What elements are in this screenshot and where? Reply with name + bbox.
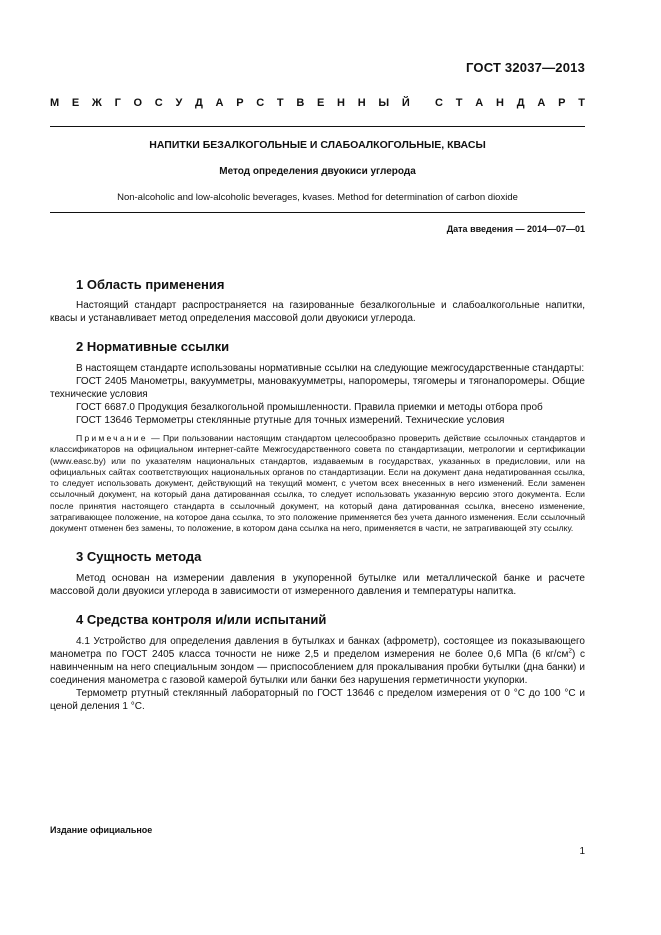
- banner-letter: Д: [516, 97, 525, 109]
- banner-letter: Е: [317, 97, 325, 109]
- banner-letter: С: [256, 97, 265, 109]
- banner-letter: Р: [236, 97, 244, 109]
- title-bottom-rule: [50, 212, 585, 213]
- english-title: Non-alcoholic and low-alcoholic beverages, kvases. Method for determination of carbon dioxide: [117, 192, 518, 203]
- banner-letter: Т: [276, 97, 284, 109]
- interstate-standard-banner: [50, 97, 585, 109]
- banner-letter: Й: [401, 97, 410, 109]
- top-rule: [50, 126, 585, 127]
- banner-letter: О: [133, 97, 143, 109]
- paragraph: Термометр ртутный стеклянный лабораторный по ГОСТ 13646 с пределом измерения от 0 °С до 100 °С и ценой деления 1 °С.: [50, 687, 585, 712]
- document-body: [50, 277, 585, 713]
- section-heading: 1 Область применения: [76, 277, 225, 292]
- banner-letter: Р: [558, 97, 566, 109]
- paragraph: В настоящем стандарте использованы нормативные ссылки на следующие межгосударственные стандарты:: [76, 363, 585, 374]
- banner-letter: А: [475, 97, 484, 109]
- section-normative-references: [50, 339, 585, 535]
- banner-letter: А: [215, 97, 224, 109]
- banner-letter: Ж: [91, 97, 102, 109]
- main-title: НАПИТКИ БЕЗАЛКОГОЛЬНЫЕ И СЛАБОАЛКОГОЛЬНЫЕ, КВАСЫ: [149, 139, 486, 151]
- section-heading: 4 Средства контроля и/или испытаний: [76, 611, 327, 627]
- banner-letter: Н: [337, 97, 345, 109]
- banner-letter: У: [175, 97, 183, 109]
- introduction-date: Дата введения — 2014—07—01: [446, 224, 585, 234]
- section-testing-equipment: [50, 612, 585, 713]
- banner-letter: В: [296, 97, 305, 109]
- section-heading: 3 Сущность метода: [76, 548, 202, 564]
- official-edition-label: Издание официальное: [50, 825, 153, 835]
- note: [50, 433, 585, 535]
- paragraph: 4.1 Устройство для определения давления в бутылках и банках (афрометр), состоящее из показывающего манометра по ГОСТ 2405 класса точности не ниже 2,5 и пределом измерения не более 0,6 МПа (6 $кг/см^2$) с навинченным на него специальным зондом — приспособлением для прокалывания пробки бутылки (дна банки) и соединения манометра с газовой камерой бутылки или банки без нарушения герметичности укупорки.: [50, 635, 585, 686]
- reference-item: ГОСТ 13646 Термометры стеклянные ртутные для точных измерений. Технические условия: [76, 415, 505, 426]
- gost-number: ГОСТ 32037—2013: [466, 60, 585, 75]
- banner-letter: Н: [357, 97, 366, 109]
- banner-letter: А: [537, 97, 546, 109]
- reference-item: ГОСТ 2405 Манометры, вакуумметры, мановакуумметры, напоромеры, тягомеры и тягонапоромеры. Общие технические условия: [50, 376, 585, 400]
- section-heading: 2 Нормативные ссылки: [76, 339, 230, 354]
- banner-letter: Г: [114, 97, 121, 109]
- banner-letter: Е: [71, 97, 80, 109]
- section-scope: [50, 277, 585, 325]
- banner-letter: Н: [495, 97, 504, 109]
- paragraph: Метод основан на измерении давления в укупоренной бутылке или металлической банке и расчете массовой доли двуокиси углерода в зависимости от измеренного давления и температуры напитка.: [50, 572, 585, 597]
- banner-letter: С: [154, 97, 163, 109]
- section-method-principle: [50, 549, 585, 598]
- reference-item: ГОСТ 6687.0 Продукция безалкогольной промышленности. Правила приемки и методы отбора проб: [76, 402, 543, 413]
- note-label: Примечание: [76, 433, 148, 443]
- banner-letter: С: [435, 97, 443, 109]
- banner-letter: Т: [455, 97, 463, 109]
- standard-word: [435, 97, 585, 109]
- page-number: 1: [579, 846, 585, 857]
- interstate-word: [50, 97, 410, 109]
- note-text: — При пользовании настоящим стандартом целесообразно проверить действие ссылочных стандартов и классификаторов на официальном интернет-сайте Межгосударственного совета по стандартизации, метрологии и сертификации (www.easc.by) или по указателям национальных стандартов, издаваемым в государствах, указанных в предисловии, или на официальных сайтах соответствующих национальных органов по стандартизации. Если на документ дана недатированная ссылка, то следует использовать документ, действующий на текущий момент, с учетом всех внесенных в него изменений. Если заменен ссылочный документ, на который дана датированная ссылка, то следует использовать указанную версию этого документа. Если после принятия настоящего стандарта в ссылочный документ, на который дана датированная ссылка, внесено изменение, затрагивающее положение, на которое дана ссылка, то это положение применяется без учета данного изменения. Если ссылочный документ отменен без замены, то положение, в котором дана ссылка на него, применяется в части, не затрагивающей эту ссылку.: [50, 433, 585, 534]
- banner-letter: Т: [578, 97, 585, 109]
- banner-letter: Ы: [378, 97, 390, 109]
- banner-letter: Д: [195, 97, 203, 109]
- subtitle: Метод определения двуокиси углерода: [219, 166, 416, 177]
- banner-letter: М: [50, 97, 60, 109]
- paragraph: Настоящий стандарт распространяется на газированные безалкогольные и слабоалкогольные напитки, квасы и устанавливает метод определения массовой доли двуокиси углерода.: [50, 300, 585, 324]
